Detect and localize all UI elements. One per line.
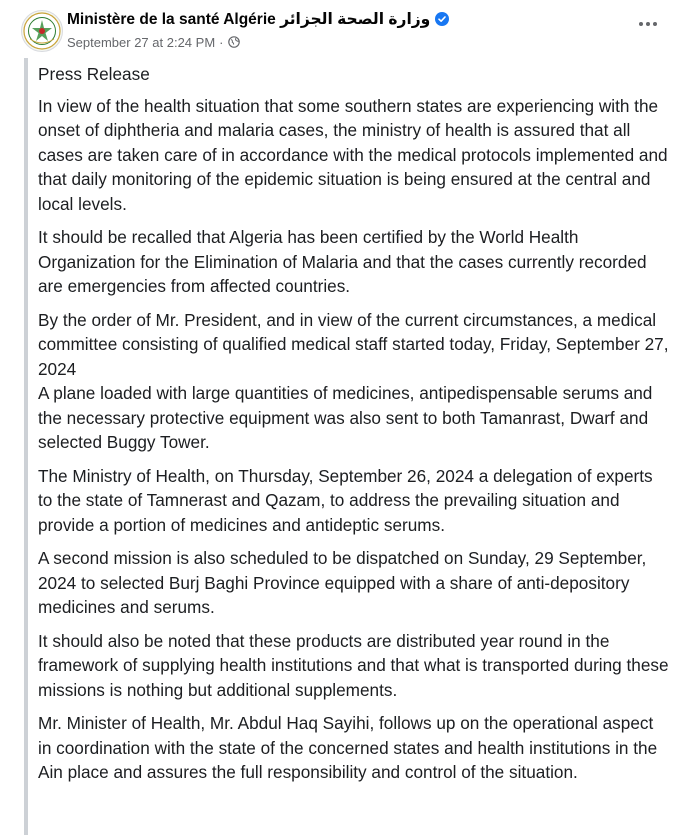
page-avatar[interactable] [21, 10, 63, 52]
post-body-quote [24, 58, 670, 835]
ministry-logo-icon [22, 11, 62, 51]
page-name-link[interactable]: Ministère de la santé Algérie وزارة الصحة الجزائر [67, 10, 431, 28]
verified-badge-icon [435, 12, 449, 26]
paragraph-medical-committee: By the order of Mr. President, and in view of the current circumstances, a medical committee consisting of qualified medical staff started today, Friday, September 27, 2024 [38, 309, 669, 379]
author-line [67, 8, 449, 30]
paragraph-malaria-certification: It should be recalled that Algeria has been certified by the World Health Organization for the Elimination of Malaria and that the cases currently recorded are emergencies from affected countries. [38, 227, 647, 296]
paragraph-delegation: The Ministry of Health, on Thursday, September 26, 2024 a delegation of experts to the state of Tamnerast and Qazam, to address the prevailing situation and provide a portion of medicines and antideptic serums. [38, 465, 653, 535]
post-header [0, 0, 694, 60]
paragraph-minister-followup: Mr. Minister of Health, Mr. Abdul Haq Sayihi, follows up on the operational aspect in coordination with the state of the concerned states and health institutions in the Ain place and assures the full responsibility and control of the situation. [38, 713, 658, 782]
globe-icon[interactable] [228, 36, 240, 48]
post-timestamp-link[interactable]: September 27 at 2:24 PM [67, 34, 216, 50]
meta-separator: · [219, 34, 224, 50]
paragraph-health-situation: In view of the health situation that some southern states are experiencing with the onset of diphtheria and malaria cases, the ministry of health is assured that all cases are taken care of in accordance with the medical protocols implemented and that daily monitoring of the epidemic situation is being ensured at the central and local levels. [38, 95, 668, 214]
more-options-icon [638, 21, 658, 27]
paragraph-plane-supplies: A plane loaded with large quantities of medicines, antipedispensable serums and the necessary protective equipment was also sent to both Tamanrast, Dwarf and selected Buggy Tower. [38, 383, 653, 452]
press-release-heading: Press Release [38, 64, 150, 84]
paragraph-distribution-note: It should also be noted that these products are distributed year round in the framework of supplying health institutions and that what is transported during these missions is nothing but additional supplements. [38, 630, 669, 700]
more-options-button[interactable] [630, 10, 666, 38]
paragraph-second-mission: A second mission is also scheduled to be dispatched on Sunday, 29 September, 2024 to selected Burj Baghi Province equipped with a share of anti-depository medicines and serums. [38, 548, 647, 617]
post-meta [67, 33, 240, 51]
